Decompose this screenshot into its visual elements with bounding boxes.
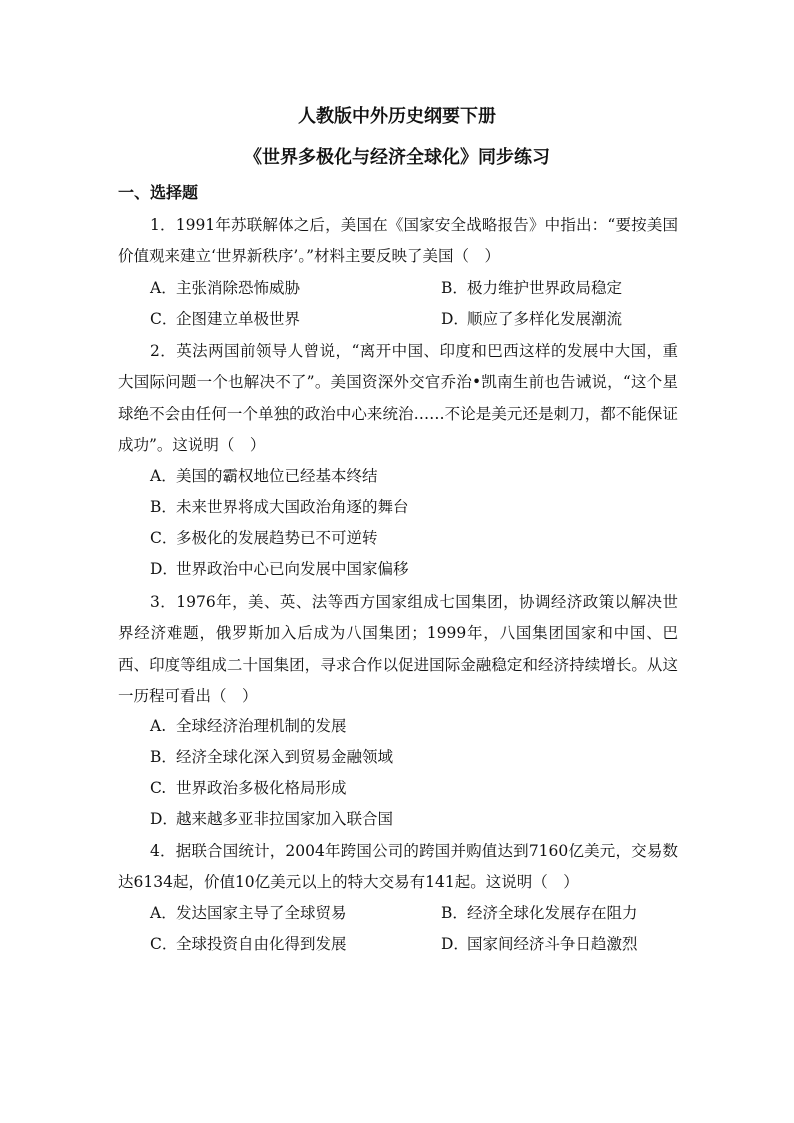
question-4-option-d (441, 932, 638, 956)
question-1-option-d (441, 307, 622, 331)
question-4-option-c (150, 932, 347, 956)
option-text: 顺应了多样化发展潮流 (467, 310, 623, 328)
option-label: B． (150, 498, 177, 516)
option-text: 美国的霸权地位已经基本终结 (176, 467, 378, 485)
option-label: C． (150, 935, 178, 953)
option-label: A． (150, 279, 177, 297)
option-text: 多极化的发展趋势已不可逆转 (176, 529, 378, 547)
option-text: 发达国家主导了全球贸易 (176, 904, 347, 922)
option-text: 越来越多亚非拉国家加入联合国 (176, 810, 394, 828)
option-label: B． (150, 748, 177, 766)
question-1-option-c (150, 307, 300, 331)
option-text: 主张消除恐怖威胁 (176, 279, 301, 297)
option-label: D． (150, 560, 178, 578)
option-label: B． (441, 904, 468, 922)
option-text: 国家间经济斗争日趋激烈 (467, 935, 638, 953)
option-label: A． (150, 904, 177, 922)
option-text: 企图建立单极世界 (176, 310, 301, 328)
question-1-stem: 1．1991年苏联解体之后，美国在《国家安全战略报告》中指出：“要按美国价值观来建立‘世界新秩序’。”材料主要反映了美国（ ） (118, 216, 678, 266)
option-text: 经济全球化发展存在阻力 (467, 904, 638, 922)
question-1-option-b (441, 276, 622, 300)
option-text: 世界政治多极化格局形成 (176, 779, 347, 797)
section-heading: 一、选择题 (118, 183, 199, 202)
option-label: D． (441, 935, 469, 953)
option-text: 全球经济治理机制的发展 (176, 717, 347, 735)
option-label: B． (441, 279, 468, 297)
question-4-option-a (150, 901, 347, 925)
doc-title: 人教版中外历史纲要下册 (298, 106, 496, 127)
option-label: C. (150, 779, 167, 797)
question-2-option-c (150, 526, 378, 550)
question-1-option-a (150, 276, 300, 300)
doc-subtitle: 《世界多极化与经济全球化》同步练习 (244, 147, 550, 168)
question-3-option-c (150, 776, 347, 800)
option-label: C． (150, 529, 178, 547)
option-text: 未来世界将成大国政治角逐的舞台 (176, 498, 409, 516)
option-text: 经济全球化深入到贸易金融领域 (176, 748, 394, 766)
question-2-option-b (150, 495, 409, 519)
question-4-option-b (441, 901, 638, 925)
question-3-stem: 3．1976年，美、英、法等西方国家组成七国集团，协调经济政策以解决世界经济难题，俄罗斯加入后成为八国集团；1999年，八国集团国家和中国、巴西、印度等组成二十国集团，寻求合作以促进国际金融稳定和经济持续增长。从这一历程可看出（ ） (118, 593, 678, 706)
question-3-option-a (150, 714, 347, 738)
option-text: 极力维护世界政局稳定 (467, 279, 623, 297)
question-2-stem: 2．英法两国前领导人曾说，“离开中国、印度和巴西这样的发展中大国，重大国际问题一个也解决不了”。美国资深外交官乔治•凯南生前也告诫说，“这个星球绝不会由任何一个单独的政治中心来统治……不论是美元还是刺刀，都不能保证成功”。这说明（ ） (118, 342, 678, 455)
question-4-stem: 4．据联合国统计，2004年跨国公司的跨国并购值达到7160亿美元，交易数达6134起，价值10亿美元以上的特大交易有141起。这说明（ ） (118, 842, 678, 892)
option-label: D． (441, 310, 469, 328)
option-text: 世界政治中心已向发展中国家偏移 (176, 560, 409, 578)
question-2-option-d (150, 557, 409, 581)
option-text: 全球投资自由化得到发展 (176, 935, 347, 953)
question-2-option-a (150, 464, 378, 488)
option-label: A. (150, 717, 167, 735)
option-label: C． (150, 310, 178, 328)
question-3-option-d (150, 807, 393, 831)
question-3-option-b (150, 745, 393, 769)
option-label: A． (150, 467, 177, 485)
option-label: D． (150, 810, 178, 828)
